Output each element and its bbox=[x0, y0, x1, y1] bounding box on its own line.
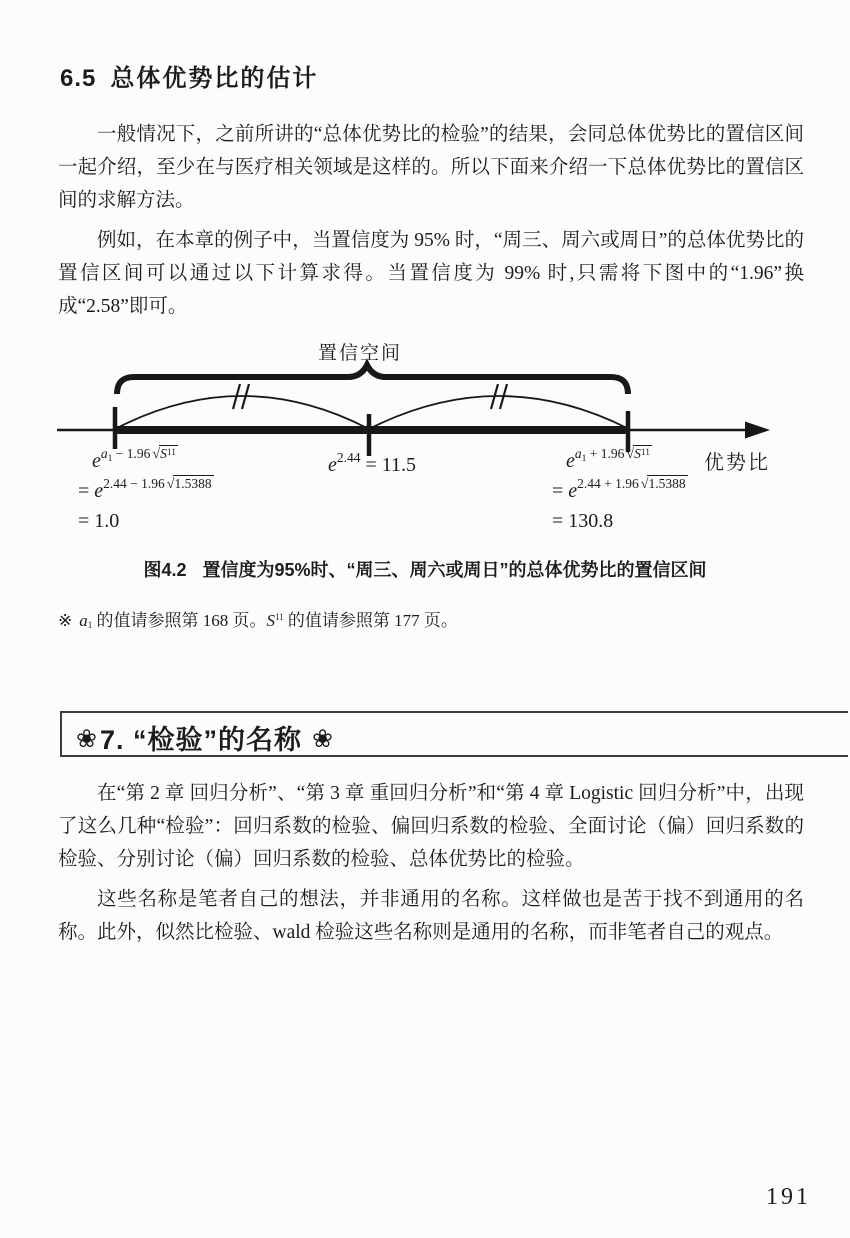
e-base: e bbox=[94, 480, 104, 502]
center-value: = 11.5 bbox=[365, 454, 417, 476]
exp-var-sub: 1 bbox=[107, 454, 113, 464]
upper-bound-result: = 130.8 bbox=[552, 510, 614, 532]
radicand-sup: 11 bbox=[640, 448, 650, 458]
note-heading-box bbox=[60, 711, 848, 757]
upper-bound-formula bbox=[552, 446, 688, 540]
upper-bound-line-2 bbox=[552, 476, 688, 510]
exp-numeric: 2.44 + 1.96 bbox=[577, 476, 639, 491]
top-brace bbox=[117, 365, 628, 394]
section-heading bbox=[60, 58, 318, 93]
exp-var-sub: 1 bbox=[581, 454, 587, 464]
exp-numeric: 2.44 − 1.96 bbox=[103, 476, 165, 491]
footnote-text-1: 的值请参照第 168 页。 bbox=[92, 611, 267, 630]
e-base: e bbox=[566, 450, 575, 472]
exp-tail: + 1.96 bbox=[586, 446, 625, 461]
note-title-text: 7. “检验”的名称 bbox=[99, 725, 302, 755]
footnote-var-a-sub: 1 bbox=[87, 620, 93, 630]
brace-label: 置信空间 bbox=[318, 343, 403, 364]
flower-icon: ❀ bbox=[311, 724, 334, 753]
axis-label: 优势比 bbox=[704, 452, 770, 474]
exp-tail: − 1.96 bbox=[112, 446, 151, 461]
exp-numeric: 2.44 bbox=[336, 450, 361, 465]
exp-var: a bbox=[100, 446, 108, 461]
radicand: 1.5388 bbox=[174, 476, 212, 491]
footnote-text-2: 的值请参照第 177 页。 bbox=[283, 611, 458, 630]
body-text-lower bbox=[58, 777, 804, 956]
radicand-sup: 11 bbox=[166, 448, 176, 458]
lower-bound-result: = 1.0 bbox=[78, 510, 120, 532]
footnote-var-a: a bbox=[79, 611, 88, 630]
footnote-var-s-sup: 11 bbox=[275, 612, 284, 622]
note-heading-title bbox=[76, 718, 334, 757]
e-base: e bbox=[568, 480, 578, 502]
page-number: 191 bbox=[766, 1184, 811, 1210]
radicand: 1.5388 bbox=[648, 476, 686, 491]
left-arc bbox=[117, 396, 367, 428]
exp-var: a bbox=[574, 446, 582, 461]
lower-bound-line-3 bbox=[78, 510, 214, 540]
equals: = bbox=[78, 480, 95, 502]
paragraph-3: 在“第 2 章 回归分析”、“第 3 章 重回归分析”和“第 4 章 Logistic 回归分析”中，出现了这么几种“检验”：回归系数的检验、偏回归系数的检验、全面讨论（偏）回归系数的检验、分别讨论（偏）回归系数的检验、总体优势比的检验。 bbox=[58, 783, 804, 870]
figure-caption-label: 图4.2 bbox=[143, 560, 187, 580]
paragraph-4: 这些名称是笔者自己的想法，并非通用的名称。这样做也是苦于找不到通用的名称。此外，似然比检验、wald 检验这些名称则是通用的名称，而非笔者自己的观点。 bbox=[58, 889, 804, 943]
figure-caption bbox=[0, 556, 850, 582]
section-number: 6.5 bbox=[60, 65, 97, 92]
radicand: S bbox=[160, 446, 167, 461]
flower-icon: ❀ bbox=[76, 724, 98, 753]
e-base: e bbox=[328, 454, 337, 476]
lower-bound-line-2 bbox=[78, 476, 214, 510]
radical-sign: √ bbox=[166, 477, 175, 492]
axis-arrowhead bbox=[745, 422, 770, 439]
e-base: e bbox=[92, 450, 101, 472]
section-title: 总体优势比的估计 bbox=[110, 65, 319, 92]
upper-bound-line-3 bbox=[552, 510, 688, 540]
figure-caption-text: 置信度为95%时、“周三、周六或周日”的总体优势比的置信区间 bbox=[202, 560, 707, 580]
paragraph-1: 一般情况下，之前所讲的“总体优势比的检验”的结果，会同总体优势比的置信区间一起介绍，至少在与医疗相关领域是这样的。所以下面来介绍一下总体优势比的置信区间的求解方法。 bbox=[58, 124, 804, 211]
confidence-interval-diagram bbox=[0, 338, 850, 553]
footnote bbox=[58, 606, 458, 631]
body-text-upper bbox=[58, 118, 804, 330]
lower-bound-formula bbox=[78, 446, 214, 540]
equals: = bbox=[552, 480, 569, 502]
radical-sign: √ bbox=[152, 447, 161, 462]
footnote-marker: ※ bbox=[58, 611, 73, 630]
center-formula bbox=[328, 450, 417, 477]
right-arc bbox=[371, 396, 627, 428]
radical-sign: √ bbox=[626, 447, 635, 462]
footnote-var-s: S bbox=[266, 611, 275, 630]
paragraph-2: 例如，在本章的例子中，当置信度为 95% 时，“周三、周六或周日”的总体优势比的置信区间可以通过以下计算求得。当置信度为 99% 时,只需将下图中的“1.96”换成“2.58”即可。 bbox=[58, 230, 804, 317]
radicand: S bbox=[634, 446, 641, 461]
radical-sign: √ bbox=[640, 477, 649, 492]
